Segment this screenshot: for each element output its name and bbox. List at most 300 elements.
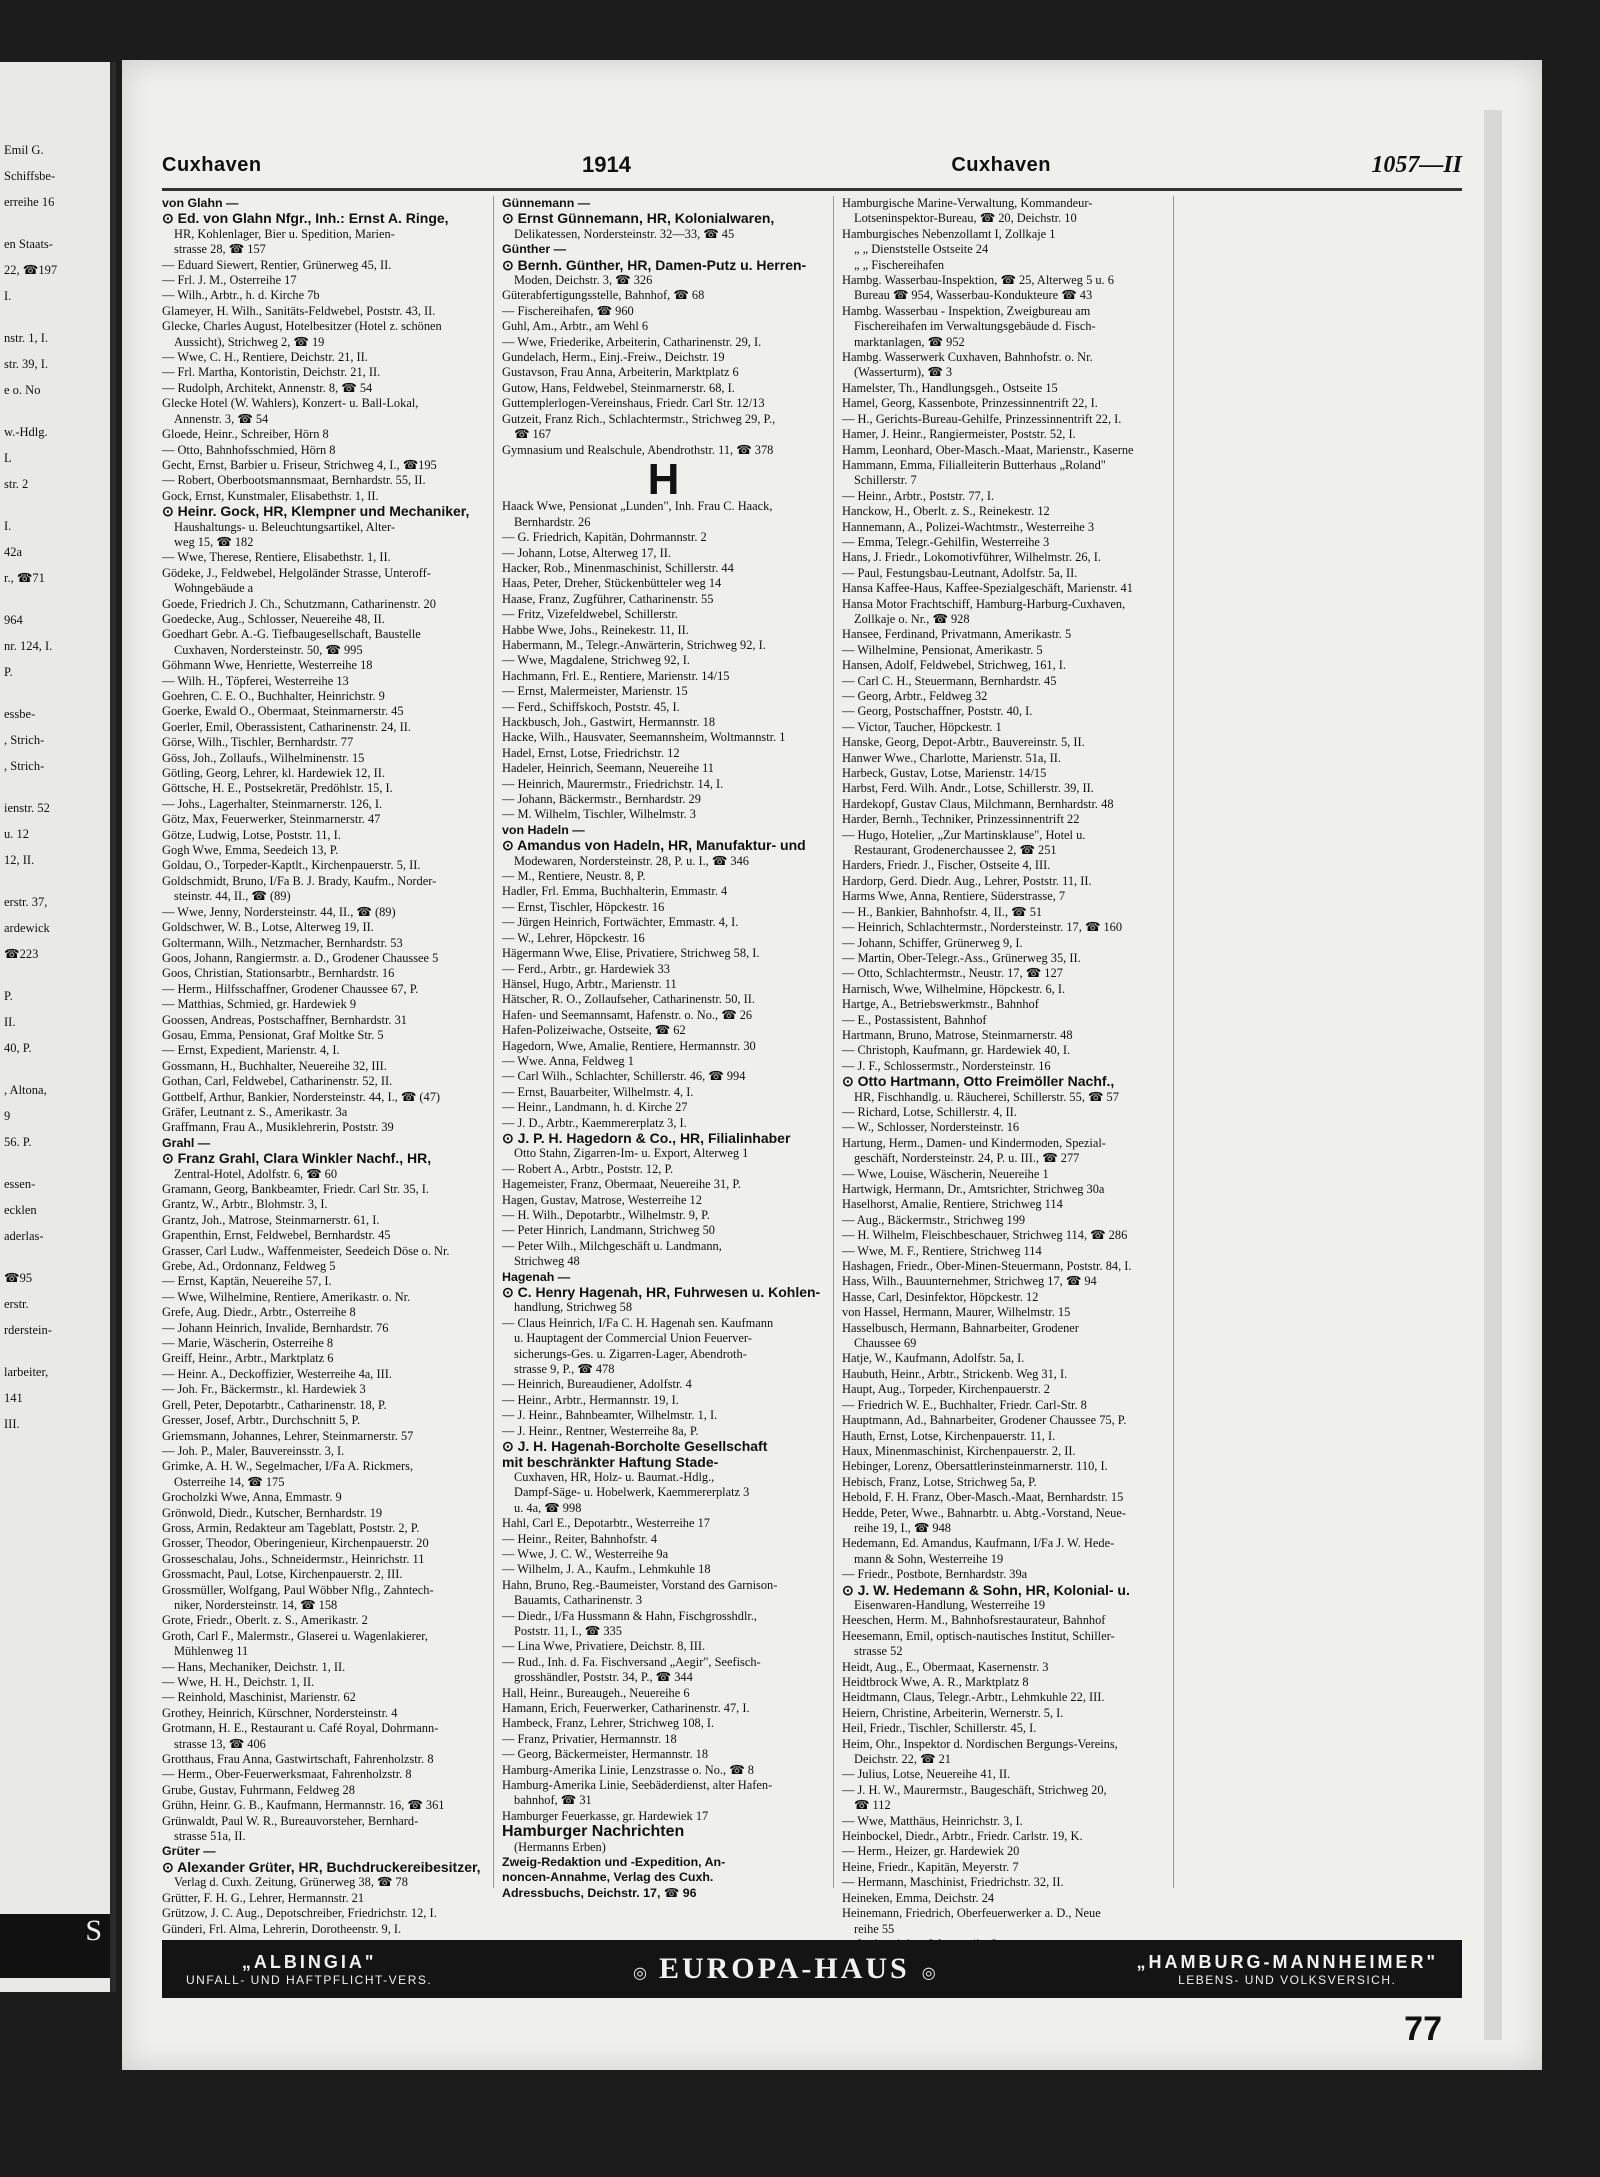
directory-entry: Gundelach, Herm., Einj.-Freiw., Deichstr. 19	[502, 350, 725, 365]
directory-entry: — Frl. Martha, Kontoristin, Deichstr. 21, II.	[162, 365, 381, 380]
directory-entry: — Johann, Bäckermstr., Bernhardstr. 29	[502, 792, 701, 807]
directory-entry: Gräfer, Leutnant z. S., Amerikastr. 3a	[162, 1104, 348, 1119]
directory-entry: Otto Stahn, Zigarren-Im- u. Export, Alterweg 1	[514, 1146, 749, 1161]
directory-entry: Haas, Peter, Dreher, Stückenbütteler weg 14	[502, 576, 722, 591]
directory-entry: Delikatessen, Nordersteinstr. 32—33, ☎ 45	[514, 226, 735, 241]
directory-entry: ⊙ Ed. von Glahn Nfgr., Inh.: Ernst A. Ringe,	[162, 210, 449, 227]
directory-entry: Hamburg-Amerika Linie, Seebäderdienst, alter Hafen-	[502, 1778, 773, 1793]
directory-entry: Haack Wwe, Pensionat „Lunden", Inh. Frau C. Haack,	[502, 499, 773, 514]
directory-entry: strasse 28, ☎ 157	[174, 242, 266, 257]
left-page-line: erstr. 37,	[4, 895, 48, 909]
directory-entry: Göhmann Wwe, Henriette, Westerreihe 18	[162, 658, 373, 673]
directory-entry: ⊙ J. P. H. Hagedorn & Co., HR, Filialinhaber	[502, 1129, 791, 1146]
directory-entry: geschäft, Nordersteinstr. 24, P. u. III., ☎ 277	[854, 1151, 1080, 1166]
directory-entry: Günderi, Frl. Alma, Lehrerin, Dorotheenstr. 9, I.	[162, 1921, 402, 1936]
directory-entry: Wohngebäude a	[174, 581, 254, 596]
directory-entry: Grosser, Theodor, Oberingenieur, Kirchenpauerstr. 20	[162, 1536, 429, 1551]
directory-entry: Glecke, Charles August, Hotelbesitzer (Hotel z. schönen	[162, 319, 442, 334]
directory-entry: Götling, Georg, Lehrer, kl. Hardewiek 12, II.	[162, 766, 385, 781]
directory-entry: Grossmüller, Wolfgang, Paul Wöbber Nflg., Zahntech-	[162, 1582, 434, 1597]
directory-entry: — Joh. P., Maler, Bauvereinsstr. 3, I.	[162, 1443, 345, 1458]
directory-entry: — J. D., Arbtr., Kaemmererplatz 3, I.	[502, 1115, 687, 1130]
left-page-line: , Strich-	[4, 759, 45, 773]
directory-entry: Hauptmann, Ad., Bahnarbeiter, Grodener Chaussee 75, P.	[842, 1413, 1127, 1428]
header-right-title: Cuxhaven	[951, 153, 1051, 176]
directory-entry: Grote, Friedr., Oberlt. z. S., Amerikastr. 2	[162, 1613, 368, 1628]
directory-entry: — Ferd., Arbtr., gr. Hardewiek 33	[502, 961, 670, 976]
directory-entry: Restaurant, Grodenerchaussee 2, ☎ 251	[854, 843, 1057, 858]
directory-entry: Grotthaus, Frau Anna, Gastwirtschaft, Fahrenholzstr. 8	[162, 1752, 434, 1767]
header-year: 1914	[581, 152, 631, 177]
directory-entry: Haux, Minenmaschinist, Kirchenpauerstr. 2, II.	[842, 1443, 1076, 1458]
left-page-line: 9	[4, 1109, 11, 1123]
directory-entry: Hansen, Adolf, Feldwebel, Strichweg, 161, I.	[842, 658, 1067, 673]
directory-entry: marktanlagen, ☎ 952	[854, 334, 965, 349]
banner-dot-icon: ◎	[921, 1965, 936, 1982]
directory-entry: Haupt, Aug., Torpeder, Kirchenpauerstr. 2	[842, 1382, 1050, 1397]
directory-entry: Bureau ☎ 954, Wasserbau-Kondukteure ☎ 43	[854, 288, 1093, 303]
advertising-banner	[162, 1940, 1462, 1998]
directory-entry: Hass, Wilh., Bauunternehmer, Strichweg 17, ☎ 94	[842, 1274, 1097, 1289]
directory-entry: — Wwe, C. H., Rentiere, Deichstr. 21, II.	[162, 350, 368, 365]
banner-right-title: „HAMBURG-MANNHEIMER"	[1136, 1951, 1438, 1972]
directory-entry: Grahl —	[162, 1135, 211, 1150]
directory-entry: Hagenah —	[502, 1269, 571, 1284]
directory-entry: — Wwe, J. C. W., Westerreihe 9a	[502, 1546, 669, 1561]
directory-entry: Bernhardstr. 26	[514, 514, 591, 529]
directory-entry: niker, Nordersteinstr. 14, ☎ 158	[174, 1597, 338, 1612]
directory-entry: Hall, Heinr., Bureaugeh., Neuereihe 6	[502, 1685, 690, 1700]
directory-entry: Haselhorst, Amalie, Rentiere, Strichweg 114	[842, 1197, 1063, 1212]
directory-entry: — Peter Wilh., Milchgeschäft u. Landmann,	[502, 1238, 722, 1253]
directory-entry: Hambeck, Franz, Lehrer, Strichweg 108, I.	[502, 1716, 715, 1731]
left-page-line: ardewick	[4, 921, 50, 935]
directory-entry: Goos, Johann, Rangiermstr. a. D., Grodener Chaussee 5	[162, 950, 439, 965]
directory-entry: ☎ 167	[514, 427, 552, 442]
directory-entry: — Wwe, Friederike, Arbeiterin, Catharinenstr. 29, I.	[502, 334, 762, 349]
directory-entry: Aussicht), Strichweg 2, ☎ 19	[174, 334, 325, 349]
directory-entry: Heidtmann, Claus, Telegr.-Arbtr., Lehmkuhle 22, III.	[842, 1690, 1105, 1705]
left-page-line: , Altona,	[4, 1083, 47, 1097]
directory-entry: Grönwold, Diedr., Kutscher, Bernhardstr. 19	[162, 1505, 383, 1520]
directory-entry: — Robert A., Arbtr., Poststr. 12, P.	[502, 1161, 674, 1176]
directory-entry: strasse 51a, II.	[174, 1829, 246, 1844]
directory-entry: Graffmann, Frau A., Musiklehrerin, Poststr. 39	[162, 1120, 394, 1135]
directory-entry: Habbe Wwe, Johs., Reinekestr. 11, II.	[502, 622, 689, 637]
directory-entry: Grantz, Joh., Matrose, Steinmarnerstr. 61, I.	[162, 1212, 380, 1227]
directory-entry: Goldau, O., Torpeder-Kaptlt., Kirchenpauerstr. 5, II.	[162, 858, 421, 873]
directory-entry: „ „ Fischereihafen	[854, 257, 945, 272]
directory-entry: Zentral-Hotel, Adolfstr. 6, ☎ 60	[174, 1166, 338, 1181]
left-page-line: P.	[4, 989, 13, 1003]
directory-entry: von Glahn —	[162, 196, 239, 210]
directory-entry: Zollkaje o. Nr., ☎ 928	[854, 611, 970, 626]
directory-entry: — Herm., Ober-Feuerwerksmaat, Fahrenholzstr. 8	[162, 1767, 412, 1782]
left-page-line: larbeiter,	[4, 1365, 49, 1379]
left-page-line: erreihe 16	[4, 195, 55, 209]
directory-entry: — Rudolph, Architekt, Annenstr. 8, ☎ 54	[162, 380, 373, 395]
directory-entry: ⊙ Ernst Günnemann, HR, Kolonialwaren,	[502, 210, 775, 227]
directory-entry: — Johann Heinrich, Invalide, Bernhardstr. 76	[162, 1320, 389, 1335]
directory-entry: Glameyer, H. Wilh., Sanitäts-Feldwebel, Poststr. 43, II.	[162, 303, 436, 318]
directory-entry: Hänsel, Hugo, Arbtr., Marienstr. 11	[502, 976, 677, 991]
left-page-line: essen-	[4, 1177, 36, 1191]
directory-entry: Hartmann, Bruno, Matrose, Steinmarnerstr. 48	[842, 1027, 1073, 1042]
left-page-line: str. 2	[4, 477, 29, 491]
left-page-line: r., ☎71	[4, 571, 45, 585]
directory-entry: Grünwaldt, Paul W. R., Bureauvorsteher, Bernhard-	[162, 1813, 419, 1828]
directory-entry: bahnhof, ☎ 31	[514, 1793, 592, 1808]
left-page-line: 56. P.	[4, 1135, 32, 1149]
banner-left-title: „ALBINGIA"	[241, 1951, 377, 1972]
directory-entry: Greiff, Heinr., Arbtr., Marktplatz 6	[162, 1351, 334, 1366]
directory-entry: Haushaltungs- u. Beleuchtungsartikel, Alter-	[174, 519, 396, 534]
left-page-banner-fragment	[0, 1914, 110, 1978]
directory-entry: Grell, Peter, Depotarbtr., Catharinenstr. 18, P.	[162, 1397, 387, 1412]
directory-entry: Hartung, Herm., Damen- und Kindermoden, Spezial-	[842, 1135, 1106, 1150]
directory-entry: Görse, Wilh., Tischler, Bernhardstr. 77	[162, 735, 354, 750]
directory-entry: (Hermanns Erben)	[514, 1839, 606, 1854]
left-page-line: 40, P.	[4, 1041, 32, 1055]
directory-entry: Grube, Gustav, Fuhrmann, Feldweg 28	[162, 1782, 355, 1797]
header-page-number: 1057—II	[1371, 151, 1462, 178]
directory-entry: — Ernst, Expedient, Marienstr. 4, I.	[162, 1043, 340, 1058]
directory-entry: — Heinrich, Schlachtermstr., Nordersteinstr. 17, ☎ 160	[842, 920, 1123, 935]
directory-entry: Gossmann, H., Buchhalter, Neuereihe 32, III.	[162, 1058, 387, 1073]
directory-entry: HR, Fischhandlg. u. Räucherei, Schillerstr. 55, ☎ 57	[854, 1089, 1119, 1104]
directory-entry: strasse 9, P., ☎ 478	[514, 1362, 615, 1377]
directory-entry: ⊙ J. W. Hedemann & Sohn, HR, Kolonial- u.	[842, 1581, 1130, 1598]
directory-entry: Gödeke, J., Feldwebel, Helgoländer Strasse, Unteroff-	[162, 565, 431, 580]
directory-entry: Grütter, F. H. G., Lehrer, Hermannstr. 21	[162, 1890, 365, 1905]
directory-entry: — E., Postassistent, Bahnhof	[842, 1012, 987, 1027]
left-page-line: u. 12	[4, 827, 29, 841]
left-page-line: 12, II.	[4, 853, 35, 867]
directory-entry: Hadler, Frl. Emma, Buchhalterin, Emmastr. 4	[502, 884, 728, 899]
directory-entry: — Wwe. Anna, Feldweg 1	[502, 1053, 634, 1068]
directory-entry: — H., Bankier, Bahnhofstr. 4, II., ☎ 51	[842, 904, 1043, 919]
left-page-line: erstr.	[4, 1297, 29, 1311]
directory-entry: — H., Gerichts-Bureau-Gehilfe, Prinzessinnentrift 22, I.	[842, 411, 1122, 426]
directory-entry: Hamburgische Marine-Verwaltung, Kommandeur-	[842, 196, 1093, 210]
directory-entry: Hanckow, H., Oberlt. z. S., Reinekestr. 12	[842, 504, 1050, 519]
directory-entry: Bauamts, Catharinenstr. 3	[514, 1593, 643, 1608]
left-page-line: 141	[4, 1391, 23, 1405]
directory-entry: Hamelster, Th., Handlungsgeh., Ostseite 15	[842, 380, 1058, 395]
directory-entry: — M., Rentiere, Neustr. 8, P.	[502, 869, 646, 884]
banner-right-ad	[1136, 1952, 1438, 1987]
directory-entry: Hacker, Rob., Minenmaschinist, Schillerstr. 44	[502, 560, 734, 575]
directory-entry: Hansee, Ferdinand, Privatmann, Amerikastr. 5	[842, 627, 1072, 642]
directory-entry: Hamburger Feuerkasse, gr. Hardewiek 17	[502, 1808, 709, 1823]
directory-entry: Grapenthin, Ernst, Feldwebel, Bernhardstr. 45	[162, 1228, 391, 1243]
directory-entry: — Ferd., Schiffskoch, Poststr. 45, I.	[502, 699, 680, 714]
left-page-line: L	[4, 451, 12, 465]
left-page-line: e o. No	[4, 383, 41, 397]
directory-entry: Cuxhaven, Nordersteinstr. 50, ☎ 995	[174, 642, 363, 657]
directory-entry: Verlag d. Cuxh. Zeitung, Grünerweg 38, ☎ 78	[174, 1875, 408, 1890]
directory-entry: Groth, Carl F., Malermstr., Glaserei u. Wagenlakierer,	[162, 1628, 429, 1643]
directory-entry: sicherungs-Ges. u. Zigarren-Lager, Abendroth-	[514, 1346, 747, 1361]
directory-entry: Hanske, Georg, Depot-Arbtr., Bauvereinstr. 5, II.	[842, 735, 1085, 750]
left-page-line: I.	[4, 289, 12, 303]
directory-entry: Hebinger, Lorenz, Obersattlerinsteinmarnerstr. 110, I.	[842, 1459, 1108, 1474]
directory-entry: Grossmacht, Paul, Lotse, Kirchenpauerstr. 2, III.	[162, 1567, 403, 1582]
directory-entry: Guttemplerlogen-Vereinshaus, Friedr. Carl Str. 12/13	[502, 396, 765, 411]
directory-entry: Hagemeister, Franz, Obermaat, Neuereihe 31, P.	[502, 1177, 741, 1192]
directory-entry: Hamann, Erich, Feuerwerker, Catharinenstr. 47, I.	[502, 1701, 750, 1715]
directory-entry: — Wwe, H. H., Deichstr. 1, II.	[162, 1675, 315, 1689]
directory-entry: Fischereihafen im Verwaltungsgebäude d. Fisch-	[854, 319, 1096, 334]
directory-entry: Haubuth, Heinr., Arbtr., Strickenb. Weg 31, I.	[842, 1366, 1068, 1381]
directory-entry: strasse 13, ☎ 406	[174, 1736, 266, 1751]
directory-entry: Hamburg-Amerika Linie, Lenzstrasse o. No., ☎ 8	[502, 1762, 754, 1777]
directory-entry: Hasselbusch, Hermann, Bahnarbeiter, Grodener	[842, 1320, 1079, 1335]
directory-entry: Poststr. 11, I., ☎ 335	[514, 1623, 622, 1638]
directory-column-1	[154, 196, 494, 1936]
directory-entry: — Fischereihafen, ☎ 960	[502, 303, 634, 318]
directory-entry: Heine, Friedr., Kapitän, Meyerstr. 7	[842, 1859, 1019, 1874]
directory-entry: Hashagen, Friedr., Ober-Minen-Steuermann, Poststr. 84, I.	[842, 1259, 1132, 1274]
directory-entry: Mühlenweg 11	[174, 1644, 249, 1659]
directory-entry: Heinbockel, Diedr., Arbtr., Friedr. Carlstr. 19, K.	[842, 1829, 1083, 1844]
directory-entry: Hardekopf, Gustav Claus, Milchmann, Bernhardstr. 48	[842, 796, 1114, 811]
running-header	[162, 148, 1462, 182]
directory-entry: Hafen-Polizeiwache, Ostseite, ☎ 62	[502, 1023, 686, 1038]
directory-entry: ☎ 112	[854, 1798, 891, 1813]
directory-entry: — Georg, Bäckermeister, Hermannstr. 18	[502, 1747, 709, 1762]
directory-entry: — Friedrich W. E., Buchhalter, Friedr. Carl-Str. 8	[842, 1397, 1087, 1412]
directory-page	[122, 60, 1542, 2070]
directory-entry: Hackbusch, Joh., Gastwirt, Hermannstr. 18	[502, 715, 716, 729]
left-page-line: 964	[4, 613, 23, 627]
directory-entry: Hambg. Wasserbau - Inspektion, Zweigbureau am	[842, 303, 1091, 318]
directory-entry: — Robert, Oberbootsmannsmaat, Bernhardstr. 55, II.	[162, 473, 426, 488]
directory-entry: Goerke, Ewald O., Obermaat, Steinmarnerstr. 45	[162, 704, 404, 719]
directory-entry: — J. H. W., Maurermstr., Baugeschäft, Strichweg 20,	[842, 1782, 1107, 1797]
directory-entry: Heeschen, Herm. M., Bahnhofsrestaurateur, Bahnhof	[842, 1613, 1106, 1628]
directory-entry: — G. Friedrich, Kapitän, Dohrmannstr. 2	[502, 530, 707, 545]
directory-entry: — Rud., Inh. d. Fa. Fischversand „Aegir", Seefisch-	[502, 1654, 761, 1669]
directory-entry: — Wwe, Therese, Rentiere, Elisabethstr. 1, II.	[162, 550, 391, 565]
left-page-line: P.	[4, 665, 13, 679]
directory-entry: Adressbuchs, Deichstr. 17, ☎ 96	[502, 1885, 697, 1900]
directory-entry: Hachmann, Frl. E., Rentiere, Marienstr. 14/15	[502, 668, 730, 683]
directory-entry: — Claus Heinrich, I/Fa C. H. Hagenah sen. Kaufmann	[502, 1315, 774, 1330]
directory-entry: — Friedr., Postbote, Bernhardstr. 39a	[842, 1567, 1028, 1582]
directory-entry: Goossen, Andreas, Postschaffner, Bernhardstr. 31	[162, 1012, 407, 1027]
directory-entry: Osterreihe 14, ☎ 175	[174, 1474, 285, 1489]
directory-entry: mann & Sohn, Westerreihe 19	[854, 1551, 1004, 1566]
directory-entry: — Martin, Ober-Telegr.-Ass., Grünerweg 35, II.	[842, 950, 1081, 965]
directory-entry: Gosau, Emma, Pensionat, Graf Moltke Str. 5	[162, 1027, 384, 1042]
directory-entry: — Carl C. H., Steuermann, Bernhardstr. 45	[842, 673, 1057, 688]
directory-entry: Heiern, Christine, Arbeiterin, Wernerstr. 5, I.	[842, 1705, 1064, 1720]
directory-entry: Hammann, Emma, Filialleiterin Butterhaus „Roland"	[842, 457, 1106, 472]
directory-entry: HR, Kohlenlager, Bier u. Spedition, Marien-	[174, 226, 395, 241]
directory-entry: — Otto, Bahnhofsschmied, Hörn 8	[162, 442, 336, 457]
directory-entry: Goehren, C. E. O., Buchhalter, Heinrichstr. 9	[162, 689, 385, 703]
directory-entry: — Jürgen Heinrich, Fortwächter, Emmastr. 4, I.	[502, 915, 739, 930]
directory-entry: Grühn, Heinr. G. B., Kaufmann, Hermannstr. 16, ☎ 361	[162, 1798, 445, 1813]
directory-entry: — Diedr., I/Fa Hussmann & Hahn, Fischgrosshdlr.,	[502, 1608, 758, 1623]
directory-entry: Hambg. Wasserwerk Cuxhaven, Bahnhofstr. o. Nr.	[842, 350, 1093, 365]
directory-entry: Heil, Friedr., Tischler, Schillerstr. 45, I.	[842, 1721, 1037, 1736]
directory-entry: — Ernst, Bauarbeiter, Wilhelmstr. 4, I.	[502, 1084, 694, 1099]
directory-entry: Gresser, Josef, Arbtr., Durchschnitt 5, P.	[162, 1413, 361, 1428]
directory-entry: — Heinr., Arbtr., Hermannstr. 19, I.	[502, 1392, 679, 1407]
directory-entry: Hamm, Leonhard, Ober-Masch.-Maat, Marienstr., Kaserne	[842, 442, 1134, 457]
directory-entry: — Emma, Telegr.-Gehilfin, Westerreihe 3	[842, 534, 1050, 549]
directory-entry: Harders, Friedr. J., Fischer, Ostseite 4, III.	[842, 858, 1051, 873]
directory-entry: Göss, Joh., Zollaufs., Wilhelminenstr. 15	[162, 750, 365, 765]
left-page-text	[0, 62, 110, 1458]
directory-entry: Grantz, W., Arbtr., Blohmstr. 3, I.	[162, 1197, 328, 1212]
left-page-line: ☎95	[4, 1271, 33, 1285]
directory-entry: — Fritz, Vizefeldwebel, Schillerstr.	[502, 607, 678, 622]
left-page-line: Schiffsbe-	[4, 169, 56, 183]
directory-entry: Grüter —	[162, 1844, 216, 1859]
directory-entry: — Heinr., Arbtr., Poststr. 77, I.	[842, 488, 995, 503]
left-page-fragment	[0, 62, 116, 1992]
directory-entry: Hadeler, Heinrich, Seemann, Neuereihe 11	[502, 761, 715, 776]
left-page-line: ecklen	[4, 1203, 37, 1217]
directory-entry: — Heinrich, Bureaudiener, Adolfstr. 4	[502, 1377, 692, 1392]
left-page-line: 22, ☎197	[4, 263, 58, 277]
directory-entry: — Wwe, Wilhelmine, Rentiere, Amerikastr. o. Nr.	[162, 1289, 411, 1304]
directory-entry: Griemsmann, Johannes, Lehrer, Steinmarnerstr. 57	[162, 1428, 414, 1443]
left-page-line: str. 39, I.	[4, 357, 49, 371]
directory-entry: Dampf-Säge- u. Hobelwerk, Kaemmererplatz 3	[514, 1485, 750, 1500]
directory-entry: — Christoph, Kaufmann, gr. Hardewiek 40, I.	[842, 1043, 1071, 1058]
directory-entry: Göttsche, H. E., Postsekretär, Predöhlstr. 15, I.	[162, 781, 393, 796]
directory-entry: grosshändler, Poststr. 34, P., ☎ 344	[514, 1670, 693, 1685]
directory-entry: Hauth, Ernst, Lotse, Kirchenpauerstr. 11, I.	[842, 1428, 1056, 1443]
directory-entry: Hartwigk, Hermann, Dr., Amtsrichter, Strichweg 30a	[842, 1182, 1105, 1196]
directory-entry: Goltermann, Wilh., Netzmacher, Bernhardstr. 53	[162, 935, 403, 950]
directory-entry: Heineken, Emma, Deichstr. 24	[842, 1890, 995, 1905]
left-page-line: rderstein-	[4, 1323, 52, 1337]
directory-entry: Lotseninspektor-Bureau, ☎ 20, Deichstr. 10	[854, 211, 1077, 226]
directory-entry: Goede, Friedrich J. Ch., Schutzmann, Catharinenstr. 20	[162, 596, 436, 611]
directory-columns	[154, 196, 1514, 1936]
directory-entry: Eisenwaren-Handlung, Westerreihe 19	[854, 1597, 1046, 1612]
left-page-line: III.	[4, 1417, 20, 1431]
directory-entry: Habermann, M., Telegr.-Anwärterin, Strichweg 92, I.	[502, 637, 766, 652]
directory-entry: — Carl Wilh., Schlachter, Schillerstr. 46, ☎ 994	[502, 1069, 746, 1084]
directory-entry: Glecke Hotel (W. Wahlers), Konzert- u. Ball-Lokal,	[162, 396, 419, 411]
banner-right-subtitle: LEBENS- UND VOLKSVERSICH.	[1178, 1972, 1397, 1987]
directory-entry: — Richard, Lotse, Schillerstr. 4, II.	[842, 1104, 1017, 1119]
directory-entry: „ „ Dienststelle Ostseite 24	[854, 242, 989, 257]
directory-entry: — Julius, Lotse, Neuereihe 41, II.	[842, 1767, 1011, 1782]
directory-column-2	[494, 196, 834, 1900]
directory-entry: ⊙ Amandus von Hadeln, HR, Manufaktur- und	[502, 837, 806, 854]
directory-entry: — H. Wilh., Depotarbtr., Wilhelmstr. 9, P.	[502, 1208, 710, 1222]
directory-entry: Grefe, Aug. Diedr., Arbtr., Osterreihe 8	[162, 1305, 356, 1320]
directory-entry: Hahn, Bruno, Reg.-Baumeister, Vorstand des Garnison-	[502, 1577, 778, 1592]
directory-entry: Gramann, Georg, Bankbeamter, Friedr. Carl Str. 35, I.	[162, 1182, 429, 1196]
directory-entry: — Wwe, M. F., Rentiere, Strichweg 114	[842, 1243, 1042, 1258]
directory-entry: Hagedorn, Wwe, Amalie, Rentiere, Hermannstr. 30	[502, 1038, 756, 1053]
directory-entry: Hambg. Wasserbau-Inspektion, ☎ 25, Alterweg 5 u. 6	[842, 273, 1114, 288]
directory-entry: Hans, J. Friedr., Lokomotivführer, Wilhelmstr. 26, I.	[842, 550, 1101, 565]
directory-entry: — Hermann, Maschinist, Friedrichstr. 32, II.	[842, 1875, 1064, 1890]
directory-entry: — Reinhold, Maschinist, Marienstr. 62	[162, 1690, 356, 1705]
directory-entry: — Wwe, Jenny, Nordersteinstr. 44, II., ☎ (89)	[162, 904, 396, 919]
directory-entry: — Aug., Bäckermstr., Strichweg 199	[842, 1212, 1026, 1227]
directory-entry: — Georg, Arbtr., Feldweg 32	[842, 689, 988, 703]
directory-entry: Hansa Motor Frachtschiff, Hamburg-Harburg-Cuxhaven,	[842, 596, 1126, 611]
directory-entry: Harnisch, Wwe, Wilhelmine, Höpckestr. 6, I.	[842, 981, 1066, 996]
directory-entry: reihe 19, I., ☎ 948	[854, 1520, 951, 1535]
directory-entry: — Frl. J. M., Osterreihe 17	[162, 273, 297, 288]
directory-entry: ⊙ Alexander Grüter, HR, Buchdruckereibesitzer,	[162, 1858, 481, 1875]
directory-entry: Hannemann, A., Polizei-Wachtmstr., Westerreihe 3	[842, 519, 1095, 534]
directory-entry: — Matthias, Schmied, gr. Hardewiek 9	[162, 997, 357, 1012]
directory-entry: Modewaren, Nordersteinstr. 28, P. u. I., ☎ 346	[514, 853, 749, 868]
directory-entry: Gock, Ernst, Kunstmaler, Elisabethstr. 1, II.	[162, 488, 379, 503]
directory-entry: Goerler, Emil, Oberassistent, Catharinenstr. 24, II.	[162, 719, 411, 734]
left-page-line: II.	[4, 1015, 16, 1029]
directory-entry: Heidt, Aug., E., Obermaat, Kasernenstr. 3	[842, 1659, 1049, 1674]
directory-entry: Hägermann Wwe, Elise, Privatiere, Strichweg 58, I.	[502, 946, 760, 961]
left-page-line: 42a	[4, 545, 23, 559]
directory-entry: Harbst, Ferd. Wilh. Andr., Lotse, Schillerstr. 39, II.	[842, 781, 1094, 796]
directory-entry: noncen-Annahme, Verlag des Cuxh.	[502, 1870, 714, 1885]
directory-entry: ⊙ Otto Hartmann, Otto Freimöller Nachf.,	[842, 1073, 1115, 1090]
banner-dot-icon: ◎	[632, 1965, 647, 1982]
banner-left-subtitle: UNFALL- UND HAFTPFLICHT-VERS.	[186, 1972, 433, 1987]
directory-entry: — Johann, Schiffer, Grünerweg 9, I.	[842, 935, 1023, 950]
directory-entry: Goldschwer, W. B., Lotse, Alterweg 19, II.	[162, 920, 374, 935]
left-page-line: I.	[4, 519, 12, 533]
directory-entry: — Marie, Wäscherin, Osterreihe 8	[162, 1336, 334, 1351]
directory-entry: — Johs., Lagerhalter, Steinmarnerstr. 126, I.	[162, 796, 383, 811]
directory-entry: weg 15, ☎ 182	[174, 534, 254, 549]
directory-entry: Heesemann, Emil, optisch-nautisches Institut, Schiller-	[842, 1628, 1115, 1643]
left-page-line: nstr. 1, I.	[4, 331, 49, 345]
directory-entry: Hedde, Peter, Wwe., Bahnarbtr. u. Abtg.-Vorstand, Neue-	[842, 1505, 1126, 1520]
directory-entry: — Victor, Taucher, Höpckestr. 1	[842, 719, 1002, 734]
directory-entry: Heidtbrock Wwe, A. R., Marktplatz 8	[842, 1675, 1029, 1689]
directory-entry: Schillerstr. 7	[854, 473, 917, 488]
directory-entry: — Lina Wwe, Privatiere, Deichstr. 8, III.	[502, 1639, 706, 1654]
directory-entry: steinstr. 44, II., ☎ (89)	[174, 889, 291, 904]
directory-entry: Gutow, Hans, Feldwebel, Steinmarnerstr. 68, I.	[502, 380, 735, 395]
directory-entry: Hatje, W., Kaufmann, Adolfstr. 5a, I.	[842, 1351, 1025, 1366]
directory-entry: Hagen, Gustav, Matrose, Westerreihe 12	[502, 1192, 702, 1207]
directory-entry: Gottbelf, Arthur, Bankier, Nordersteinstr. 44, I., ☎ (47)	[162, 1089, 441, 1104]
directory-entry: — Eduard Siewert, Rentier, Grünerweg 45, II.	[162, 257, 392, 272]
directory-entry: Hardorp, Gerd. Diedr. Aug., Lehrer, Poststr. 11, II.	[842, 873, 1092, 888]
directory-entry: Strichweg 48	[514, 1254, 580, 1269]
directory-entry: — Wilh. H., Töpferei, Westerreihe 13	[162, 673, 349, 688]
directory-entry: Grotmann, H. E., Restaurant u. Café Royal, Dohrmann-	[162, 1721, 439, 1736]
left-page-line: en Staats-	[4, 237, 53, 251]
directory-entry: — Franz, Privatier, Hermannstr. 18	[502, 1731, 677, 1746]
directory-entry: Hedemann, Ed. Amandus, Kaufmann, I/Fa J. W. Hede-	[842, 1536, 1115, 1551]
directory-entry: Gogh Wwe, Emma, Seedeich 13, P.	[162, 843, 339, 858]
directory-entry: Haase, Franz, Zugführer, Catharinenstr. 55	[502, 591, 714, 606]
directory-entry: mit beschränkter Haftung Stade-	[502, 1453, 719, 1470]
directory-entry: Deichstr. 22, ☎ 21	[854, 1752, 951, 1767]
directory-entry: — Johann, Lotse, Alterweg 17, II.	[502, 545, 671, 560]
directory-entry: Götz, Max, Feuerwerker, Steinmarnerstr. 47	[162, 812, 381, 827]
directory-entry: Gymnasium und Realschule, Abendrothstr. 11, ☎ 378	[502, 442, 774, 457]
directory-entry: — W., Schlosser, Nordersteinstr. 16	[842, 1120, 1020, 1135]
left-page-line: Emil G.	[4, 143, 44, 157]
